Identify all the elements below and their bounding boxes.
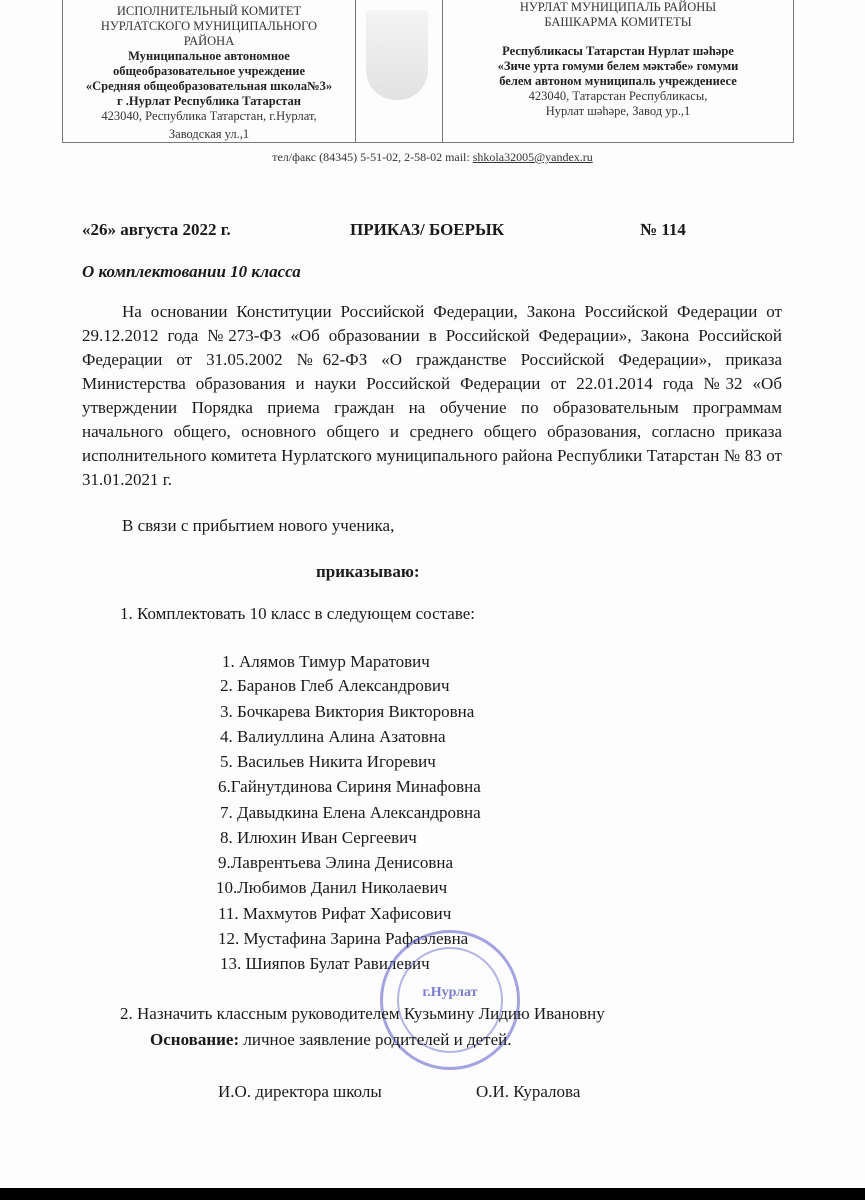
order-word: приказываю: (316, 562, 420, 581)
student-item: 11. Махмутов Рифат Хафисович (218, 904, 452, 923)
hdr-line: НУРЛАТ МУНИЦИПАЛЬ РАЙОНЫ (519, 0, 717, 14)
hdr-line: «Зиче урта гомуми белем мәктәбе» гомуми (497, 59, 739, 73)
student-item: 5. Васильев Никита Игоревич (220, 752, 436, 771)
email-link[interactable]: shkola32005@yandex.ru (472, 150, 593, 164)
student-item: 9.Лаврентьева Элина Денисовна (218, 853, 454, 872)
student-item: 10.Любимов Данил Николаевич (216, 878, 448, 897)
letterhead-left (63, 0, 356, 142)
basis-label: Основание: (150, 1030, 240, 1049)
basis-text: личное заявление родителей и детей. (239, 1030, 512, 1049)
student-item: 7. Давыдкина Елена Александровна (220, 803, 481, 822)
hdr-line: Заводская ул.,1 (168, 127, 250, 141)
item-1: 1. Комплектовать 10 класс в следующем составе: (120, 604, 476, 623)
hdr-line: РАЙОНА (183, 34, 235, 48)
student-item: 8. Илюхин Иван Сергеевич (220, 828, 417, 847)
order-number: № 114 (640, 220, 686, 239)
student-item: 12. Мустафина Зарина Рафаэлевна (218, 929, 469, 948)
contact-phone: тел/факс (84345) 5-51-02, 2-58-02 mail: (272, 150, 473, 164)
reason: В связи с прибытием нового ученика, (122, 516, 395, 535)
coat-of-arms-icon (366, 10, 428, 100)
student-item: 1. Алямов Тимур Маратович (222, 652, 430, 671)
order-subject: О комплектовании 10 класса (82, 262, 301, 281)
order-date: «26» августа 2022 г. (82, 220, 231, 239)
letterhead-emblem (356, 0, 443, 142)
hdr-line: белем автоном муниципаль учреждениесе (499, 74, 737, 88)
hdr-line: Республикасы Татарстан Нурлат шәһәре (502, 44, 734, 58)
signatory-title: И.О. директора школы (218, 1082, 382, 1101)
student-item: 2. Баранов Глеб Александрович (220, 676, 450, 695)
item-2: 2. Назначить классным руководителем Кузьмину Лидию Ивановну (120, 1004, 605, 1023)
hdr-line: БАШКАРМА КОМИТЕТЫ (544, 15, 692, 29)
hdr-line: 423040, Татарстан Республикасы, (528, 89, 708, 103)
letterhead-right (443, 0, 793, 142)
hdr-line: Муниципальное автономное (128, 49, 290, 63)
signatory-name: О.И. Куралова (476, 1082, 581, 1101)
order-title: ПРИКАЗ/ БОЕРЫК (350, 220, 505, 239)
hdr-line: НУРЛАТСКОГО МУНИЦИПАЛЬНОГО (100, 19, 318, 33)
preamble: На основании Конституции Российской Федерации, Закона Российской Федерации от 29.12.2012 года №273-ФЗ «Об образовании в Российской Федерации», Закона Российской Федерации от 31.05.2002 №62-ФЗ «О гражданстве Российской Федерации», приказа Министерства образования и науки Российской Федерации от 22.01.2014 года №32 «Об утверждении Порядка приема граждан на обучение по образовательным программам начального общего, основного общего и среднего общего образования, согласно приказа исполнительного комитета Нурлатского муниципального района Республики Татарстан № 83 от 31.01.2021 г. (82, 302, 782, 489)
student-item: 3. Бочкарева Виктория Викторовна (220, 702, 475, 721)
contact-line (0, 150, 865, 165)
scan-edge (0, 1188, 865, 1200)
letterhead (62, 0, 794, 143)
hdr-line: г .Нурлат Республика Татарстан (116, 94, 302, 108)
hdr-line: ИСПОЛНИТЕЛЬНЫЙ КОМИТЕТ (116, 4, 302, 18)
hdr-line: Нурлат шәһәре, Завод ур.,1 (545, 104, 691, 118)
hdr-line: общеобразовательное учреждение (113, 64, 305, 78)
stamp-text: г.Нурлат (422, 985, 478, 1000)
hdr-line: «Средняя общеобразовательная школа№3» (85, 79, 333, 93)
hdr-line: 423040, Республика Татарстан, г.Нурлат, (101, 109, 317, 123)
student-item: 6.Гайнутдинова Сириня Минафовна (218, 777, 481, 796)
student-item: 13. Шияпов Булат Равилевич (220, 954, 430, 973)
student-item: 4. Валиуллина Алина Азатовна (220, 727, 446, 746)
